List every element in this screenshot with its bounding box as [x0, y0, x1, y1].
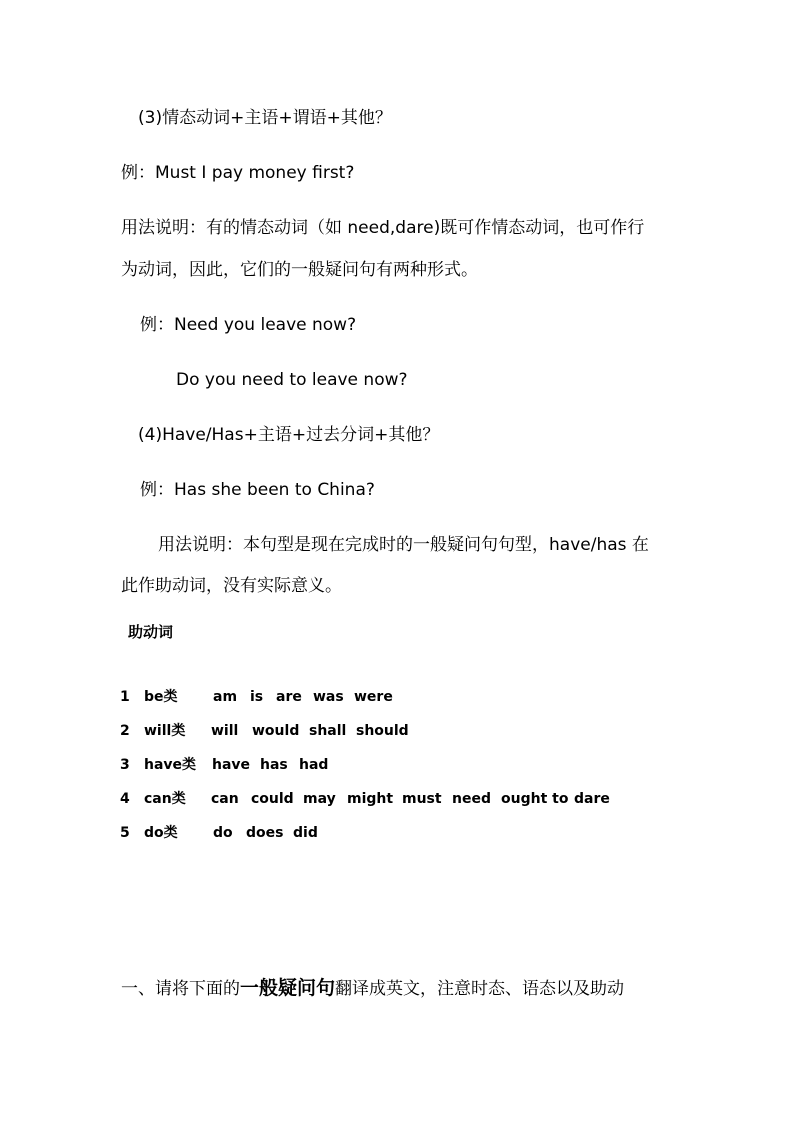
- aux-word: would: [252, 723, 300, 739]
- aux-word: has: [260, 757, 288, 773]
- aux-word: will: [211, 723, 239, 739]
- exercise-prefix: 一、请将下面的: [121, 979, 240, 999]
- aux-row-category: will类: [144, 723, 186, 739]
- exercise-instruction: [121, 977, 624, 1000]
- aux-word: had: [299, 757, 329, 773]
- aux-row-num: 3: [120, 757, 130, 773]
- aux-word: can: [211, 791, 239, 807]
- aux-row-num: 4: [120, 791, 130, 807]
- section4-heading: (4)Have/Has+主语+过去分词+其他？: [138, 425, 440, 445]
- section4-example: 例：Has she been to China?: [140, 480, 375, 500]
- aux-word: could: [251, 791, 294, 807]
- section3-usage-line1: 用法说明：有的情态动词（如 need,dare)既可作情态动词，也可作行: [121, 218, 645, 238]
- aux-row-category: have类: [144, 757, 197, 773]
- section4-usage-line1: 用法说明：本句型是现在完成时的一般疑问句句型，have/has 在: [158, 535, 649, 555]
- aux-word: must: [402, 791, 442, 807]
- aux-row-category: do类: [144, 825, 178, 841]
- exercise-suffix: 翻译成英文，注意时态、语态以及助动: [335, 979, 625, 999]
- section4-usage-line2: 此作助动词，没有实际意义。: [121, 576, 342, 596]
- aux-word: might: [347, 791, 394, 807]
- aux-row-3: [0, 756, 794, 774]
- aux-word: am: [213, 689, 238, 705]
- aux-word: dare: [574, 791, 610, 807]
- exercise-emphasis: 一般疑问句: [240, 977, 336, 999]
- aux-word: need: [452, 791, 491, 807]
- aux-row-category: be类: [144, 689, 178, 705]
- aux-row-5: [0, 824, 794, 842]
- aux-row-num: 2: [120, 723, 130, 739]
- section3-usage-line2: 为动词，因此，它们的一般疑问句有两种形式。: [121, 260, 478, 280]
- aux-word: ought to: [501, 791, 569, 807]
- section3-example2b: Do you need to leave now?: [176, 370, 408, 390]
- aux-word: do: [213, 825, 233, 841]
- aux-word: did: [293, 825, 318, 841]
- aux-row-4: [0, 790, 794, 808]
- aux-row-num: 1: [120, 689, 130, 705]
- aux-word: does: [246, 825, 284, 841]
- aux-word: have: [212, 757, 251, 773]
- aux-word: shall: [309, 723, 347, 739]
- aux-row-num: 5: [120, 825, 130, 841]
- section3-example: 例：Must I pay money first?: [121, 163, 355, 183]
- aux-word: are: [276, 689, 302, 705]
- section3-example2a: 例：Need you leave now?: [140, 315, 357, 335]
- section3-heading: (3)情态动词+主语+谓语+其他？: [138, 108, 392, 128]
- aux-verbs-title: 助动词: [128, 623, 174, 641]
- aux-word: was: [313, 689, 344, 705]
- aux-word: is: [250, 689, 264, 705]
- aux-row-2: [0, 722, 794, 740]
- aux-word: were: [354, 689, 393, 705]
- aux-word: should: [356, 723, 409, 739]
- aux-row-category: can类: [144, 791, 186, 807]
- aux-row-1: [0, 688, 794, 706]
- aux-word: may: [303, 791, 336, 807]
